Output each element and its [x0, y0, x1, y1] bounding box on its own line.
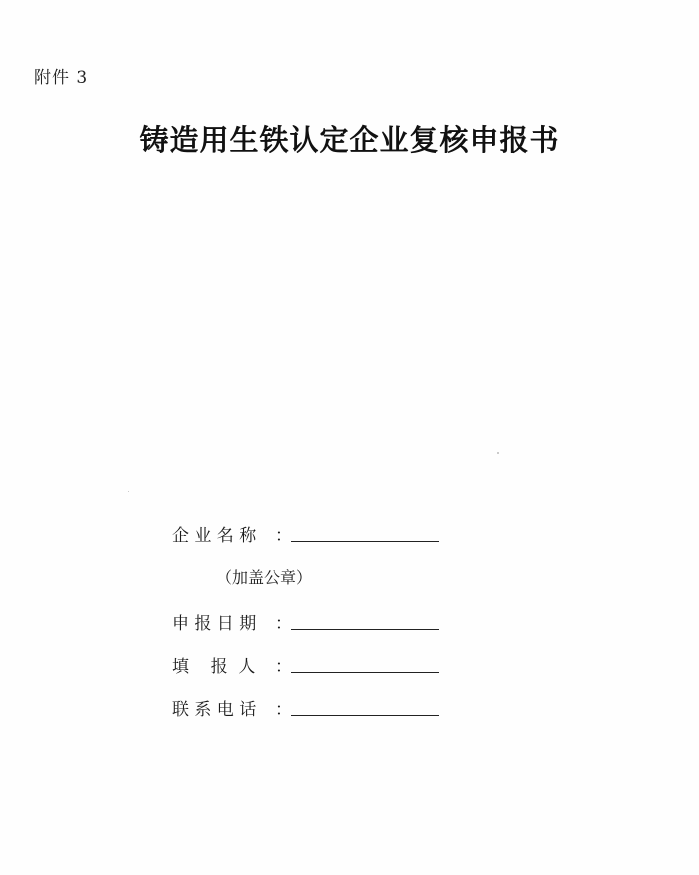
company-name-field[interactable]: [291, 541, 439, 542]
filer-row: [172, 652, 472, 680]
contact-phone-field[interactable]: [291, 715, 439, 716]
filer-colon: ：: [275, 657, 292, 677]
filing-date-field[interactable]: [291, 629, 439, 630]
filer-field[interactable]: [291, 672, 439, 673]
company-name-row: [172, 521, 472, 549]
company-name-label: 企 业 名 称: [172, 526, 257, 546]
scan-speck: [497, 452, 499, 454]
attachment-label: 附件 3: [34, 68, 89, 88]
seal-note: （加盖公章）: [216, 568, 313, 587]
company-name-colon: ：: [275, 526, 292, 546]
filing-date-label: 申 报 日 期: [172, 614, 257, 634]
contact-phone-label: 联 系 电 话: [172, 700, 257, 720]
filing-date-colon: ：: [275, 614, 292, 634]
scan-speck: [128, 491, 129, 492]
contact-phone-colon: ：: [275, 700, 292, 720]
contact-phone-row: [172, 695, 472, 723]
filer-label: 填 报 人: [172, 657, 256, 677]
filing-date-row: [172, 609, 472, 637]
document-title: 铸造用生铁认定企业复核申报书: [139, 123, 560, 157]
